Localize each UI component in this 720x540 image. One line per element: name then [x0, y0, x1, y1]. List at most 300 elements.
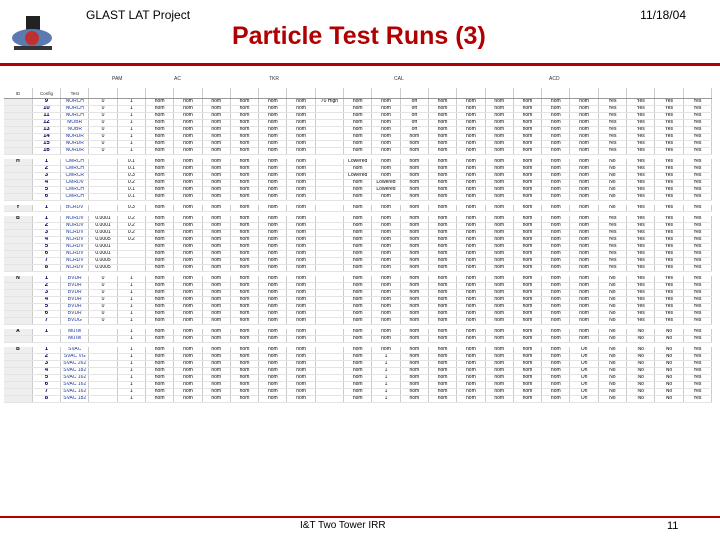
table-cell: nom — [428, 216, 456, 223]
table-cell — [315, 354, 343, 361]
table-cell: nom — [230, 347, 258, 354]
table-cell: nom — [570, 148, 598, 155]
table-cell: nom — [372, 244, 400, 251]
table-cell: nom — [145, 180, 173, 187]
table-cell: nom — [372, 134, 400, 141]
table-cell: Yes — [683, 311, 711, 318]
table-cell: 1 — [117, 311, 145, 318]
table-cell: nom — [428, 194, 456, 201]
table-cell: nom — [259, 244, 287, 251]
table-cell: nom — [230, 223, 258, 230]
group-header-pam: PAM — [112, 76, 123, 82]
table-cell: nom — [230, 329, 258, 336]
table-cell: Yes — [655, 223, 683, 230]
column-header — [570, 88, 598, 99]
table-cell: nom — [457, 141, 485, 148]
table-cell — [315, 361, 343, 368]
table-cell: nom — [230, 99, 258, 106]
table-cell — [89, 354, 117, 361]
table-cell — [315, 290, 343, 297]
table-cell: nom — [542, 347, 570, 354]
table-cell: nom — [287, 237, 315, 244]
table-cell: 0.1 — [117, 166, 145, 173]
table-cell: nom — [428, 99, 456, 106]
run-number: 3 — [32, 290, 60, 297]
table-cell: nom — [400, 194, 428, 201]
table-cell: nom — [259, 336, 287, 343]
table-cell: Yes — [627, 265, 655, 272]
table-cell: nom — [259, 290, 287, 297]
config-name: SVAC 182 — [61, 368, 89, 375]
table-cell: nom — [174, 290, 202, 297]
table-cell: nom — [542, 106, 570, 113]
table-cell: No — [598, 205, 626, 212]
table-cell: nom — [287, 106, 315, 113]
table-cell — [315, 166, 343, 173]
table-cell: Yes — [627, 127, 655, 134]
table-cell: nom — [372, 194, 400, 201]
table-cell: 0.0001 — [89, 251, 117, 258]
table-cell: nom — [428, 223, 456, 230]
table-cell: Yes — [655, 216, 683, 223]
table-cell: nom — [428, 297, 456, 304]
table-cell: nom — [202, 382, 230, 389]
table-cell: nom — [202, 283, 230, 290]
table-cell — [315, 375, 343, 382]
table-cell: nom — [513, 230, 541, 237]
table-cell: nom — [485, 194, 513, 201]
column-header — [485, 88, 513, 99]
config-name: NCRDV — [61, 251, 89, 258]
config-name: MuTel — [61, 336, 89, 343]
table-row — [4, 106, 712, 113]
logo-base — [14, 46, 52, 50]
table-cell: No — [655, 329, 683, 336]
table-cell: nom — [174, 141, 202, 148]
table-cell: nom — [145, 347, 173, 354]
table-cell: Yes — [655, 205, 683, 212]
group-id — [4, 311, 32, 318]
table-cell: nom — [400, 396, 428, 403]
table-cell: nom — [287, 113, 315, 120]
run-number: 2 — [32, 166, 60, 173]
table-cell: nom — [174, 318, 202, 325]
table-cell: No — [655, 361, 683, 368]
table-cell: nom — [372, 304, 400, 311]
table-cell: nom — [287, 329, 315, 336]
table-cell: nom — [145, 396, 173, 403]
column-header — [513, 88, 541, 99]
table-cell: nom — [202, 276, 230, 283]
table-cell: nom — [513, 237, 541, 244]
table-row — [4, 230, 712, 237]
table-cell: nom — [570, 304, 598, 311]
table-cell: nom — [259, 194, 287, 201]
table-cell: nom — [428, 180, 456, 187]
table-cell: nom — [259, 382, 287, 389]
config-name: BVDR — [61, 283, 89, 290]
table-cell: nom — [570, 159, 598, 166]
table-cell: nom — [344, 127, 372, 134]
table-cell: nom — [513, 99, 541, 106]
table-cell: nom — [457, 113, 485, 120]
table-cell: 0.0005 — [89, 237, 117, 244]
config-name: MuTel — [61, 329, 89, 336]
table-cell: 1 — [117, 318, 145, 325]
table-cell: nom — [174, 276, 202, 283]
table-cell: nom — [400, 375, 428, 382]
table-row — [4, 382, 712, 389]
table-cell — [315, 389, 343, 396]
table-cell: nom — [145, 251, 173, 258]
table-cell: nom — [485, 347, 513, 354]
table-cell: Yes — [598, 120, 626, 127]
table-cell: nom — [230, 216, 258, 223]
table-cell: Yes — [655, 166, 683, 173]
table-cell: nom — [230, 389, 258, 396]
table-cell: nom — [485, 283, 513, 290]
table-cell: nom — [145, 99, 173, 106]
table-cell: No — [598, 382, 626, 389]
table-cell: nom — [174, 113, 202, 120]
table-cell: Yes — [683, 106, 711, 113]
table-cell: nom — [202, 361, 230, 368]
table-cell — [89, 396, 117, 403]
table-cell: nom — [542, 134, 570, 141]
table-cell: nom — [542, 173, 570, 180]
table-cell: 1 — [117, 276, 145, 283]
table-cell: nom — [145, 283, 173, 290]
table-cell: nom — [485, 244, 513, 251]
table-cell: 70 High — [315, 99, 343, 106]
table-cell: 0 — [89, 297, 117, 304]
config-name: NCRDV — [61, 265, 89, 272]
table-cell: nom — [202, 148, 230, 155]
table-cell: nom — [230, 265, 258, 272]
table-cell: No — [598, 329, 626, 336]
table-cell: nom — [485, 148, 513, 155]
table-cell: nom — [400, 244, 428, 251]
table-cell: nom — [428, 237, 456, 244]
table-cell: 0.1 — [117, 159, 145, 166]
table-cell: nom — [174, 237, 202, 244]
config-name: SVAC 162 — [61, 389, 89, 396]
group-id — [4, 361, 32, 368]
run-number: 7 — [32, 389, 60, 396]
table-cell: nom — [259, 354, 287, 361]
table-cell: nom — [513, 113, 541, 120]
table-cell: 1 — [117, 375, 145, 382]
table-cell: nom — [174, 180, 202, 187]
table-cell: nom — [230, 113, 258, 120]
table-cell: Yes — [683, 230, 711, 237]
table-cell: nom — [174, 205, 202, 212]
table-cell: 0.0001 — [89, 230, 117, 237]
table-cell: nom — [259, 389, 287, 396]
table-cell: No — [598, 375, 626, 382]
table-cell: nom — [570, 244, 598, 251]
table-cell: nom — [145, 329, 173, 336]
table-cell: 1 — [117, 329, 145, 336]
table-cell: Yes — [655, 99, 683, 106]
table-cell: nom — [485, 311, 513, 318]
page-title: Particle Test Runs (3) — [232, 22, 486, 50]
table-cell: nom — [428, 148, 456, 155]
group-header-acd: ACD — [549, 76, 560, 82]
table-cell: nom — [485, 396, 513, 403]
table-cell: nom — [202, 223, 230, 230]
run-number: 6 — [32, 194, 60, 201]
table-cell: Yes — [655, 311, 683, 318]
table-cell: Yes — [627, 251, 655, 258]
table-cell: nom — [174, 354, 202, 361]
table-cell: 1 — [117, 382, 145, 389]
table-cell: nom — [344, 134, 372, 141]
run-number: 16 — [32, 148, 60, 155]
run-number: 1 — [32, 205, 60, 212]
table-cell: nom — [513, 354, 541, 361]
table-cell: Yes — [683, 251, 711, 258]
table-cell: nom — [145, 120, 173, 127]
table-cell: nom — [202, 347, 230, 354]
table-cell: 1 — [117, 141, 145, 148]
table-cell — [89, 382, 117, 389]
table-cell: Yes — [598, 127, 626, 134]
table-cell: nom — [570, 276, 598, 283]
table-cell: nom — [428, 347, 456, 354]
table-cell: nom — [174, 265, 202, 272]
table-cell — [89, 166, 117, 173]
table-cell: nom — [372, 283, 400, 290]
table-cell: No — [598, 347, 626, 354]
table-cell — [315, 368, 343, 375]
table-cell: Yes — [683, 99, 711, 106]
table-cell: nom — [344, 106, 372, 113]
table-cell: nom — [174, 223, 202, 230]
table-cell: Yes — [598, 244, 626, 251]
table-cell: 1 — [117, 290, 145, 297]
table-cell: nom — [259, 141, 287, 148]
table-cell: nom — [259, 375, 287, 382]
table-cell: nom — [457, 361, 485, 368]
table-cell: nom — [259, 265, 287, 272]
table-cell: 1 — [117, 148, 145, 155]
table-cell: nom — [372, 290, 400, 297]
table-row — [4, 237, 712, 244]
table-cell: nom — [145, 258, 173, 265]
table-cell: nom — [287, 173, 315, 180]
table-cell: Yes — [655, 304, 683, 311]
table-cell: nom — [202, 304, 230, 311]
table-cell: nom — [513, 265, 541, 272]
table-cell: nom — [400, 230, 428, 237]
table-cell — [315, 297, 343, 304]
group-id — [4, 354, 32, 361]
table-cell: nom — [344, 336, 372, 343]
table-row — [4, 361, 712, 368]
table-cell: nom — [202, 375, 230, 382]
config-name: NORDV — [61, 216, 89, 223]
table-cell: Yes — [655, 148, 683, 155]
table-cell: nom — [145, 244, 173, 251]
group-id — [4, 134, 32, 141]
table-cell: Yes — [683, 389, 711, 396]
table-cell: Yes — [627, 159, 655, 166]
table-cell: nom — [344, 187, 372, 194]
table-cell: nom — [202, 120, 230, 127]
config-name: NCRDV — [61, 230, 89, 237]
table-cell: nom — [428, 290, 456, 297]
table-cell: nom — [174, 251, 202, 258]
table-cell: nom — [174, 106, 202, 113]
table-cell: nom — [400, 173, 428, 180]
table-cell: nom — [287, 244, 315, 251]
group-id — [4, 166, 32, 173]
table-cell: nom — [145, 134, 173, 141]
table-cell: nom — [400, 382, 428, 389]
run-number: 7 — [32, 318, 60, 325]
config-name: NORDR — [61, 148, 89, 155]
table-cell: nom — [230, 318, 258, 325]
table-cell: nom — [570, 230, 598, 237]
table-row — [4, 141, 712, 148]
table-cell: nom — [230, 258, 258, 265]
table-cell: nom — [174, 120, 202, 127]
run-number: 13 — [32, 127, 60, 134]
table-row — [4, 396, 712, 403]
table-cell: 1 — [117, 368, 145, 375]
table-cell — [315, 194, 343, 201]
table-cell: nom — [287, 283, 315, 290]
table-cell: 1 — [372, 368, 400, 375]
table-cell: nom — [174, 194, 202, 201]
table-cell: nom — [542, 244, 570, 251]
table-cell — [315, 396, 343, 403]
table-cell: 0.2 — [117, 216, 145, 223]
table-cell: No — [598, 389, 626, 396]
table-cell: No — [598, 159, 626, 166]
group-id — [4, 318, 32, 325]
table-cell: nom — [428, 375, 456, 382]
table-cell: Yes — [683, 396, 711, 403]
table-cell: Yes — [683, 113, 711, 120]
run-number: 4 — [32, 368, 60, 375]
table-cell: nom — [230, 304, 258, 311]
table-cell: nom — [485, 166, 513, 173]
table-cell: nom — [457, 329, 485, 336]
table-cell: nom — [485, 205, 513, 212]
run-number: 5 — [32, 187, 60, 194]
table-cell: nom — [202, 141, 230, 148]
group-id: Y — [4, 205, 32, 212]
table-row — [4, 244, 712, 251]
table-cell: nom — [230, 205, 258, 212]
table-cell: nom — [457, 237, 485, 244]
table-row — [4, 113, 712, 120]
table-cell: nom — [287, 251, 315, 258]
table-cell: nom — [542, 141, 570, 148]
run-number: 5 — [32, 244, 60, 251]
table-cell: No — [598, 311, 626, 318]
table-cell: 1 — [117, 361, 145, 368]
table-cell: 0 — [89, 120, 117, 127]
table-cell: nom — [372, 127, 400, 134]
table-cell: nom — [174, 230, 202, 237]
table-cell: 0.0001 — [89, 244, 117, 251]
table-cell: nom — [230, 375, 258, 382]
table-cell: No — [627, 354, 655, 361]
table-cell: nom — [457, 347, 485, 354]
table-cell: nom — [145, 304, 173, 311]
table-cell: nom — [145, 166, 173, 173]
table-cell: nom — [400, 148, 428, 155]
table-cell: nom — [230, 127, 258, 134]
table-cell: nom — [485, 354, 513, 361]
table-cell: nom — [570, 265, 598, 272]
table-cell: nom — [457, 194, 485, 201]
column-header — [372, 88, 400, 99]
table-cell: nom — [259, 187, 287, 194]
table-cell: nom — [570, 223, 598, 230]
table-cell: Yes — [655, 173, 683, 180]
table-cell: nom — [485, 216, 513, 223]
table-cell: nom — [174, 187, 202, 194]
table-row — [4, 389, 712, 396]
table-cell: nom — [287, 230, 315, 237]
table-cell: nom — [287, 223, 315, 230]
table-cell: nom — [457, 276, 485, 283]
run-number: 6 — [32, 311, 60, 318]
table-cell: Yes — [683, 173, 711, 180]
title-rule — [0, 63, 720, 66]
table-cell: nom — [372, 216, 400, 223]
group-id — [4, 127, 32, 134]
table-cell: On — [570, 354, 598, 361]
table-cell: nom — [174, 297, 202, 304]
table-cell: nom — [570, 194, 598, 201]
table-cell — [315, 223, 343, 230]
table-cell: Yes — [655, 106, 683, 113]
table-cell: 0.2 — [117, 180, 145, 187]
table-cell: 1 — [372, 382, 400, 389]
table-cell: nom — [400, 354, 428, 361]
table-cell: nom — [485, 141, 513, 148]
table-cell: nom — [513, 148, 541, 155]
table-cell: nom — [287, 276, 315, 283]
table-cell: 1 — [117, 304, 145, 311]
table-cell: Yes — [655, 113, 683, 120]
group-id — [4, 99, 32, 106]
table-cell — [315, 318, 343, 325]
table-cell: nom — [287, 187, 315, 194]
table-cell: nom — [513, 258, 541, 265]
table-cell: nom — [145, 318, 173, 325]
run-number: 2 — [32, 283, 60, 290]
table-cell: nom — [287, 127, 315, 134]
table-cell: nom — [145, 311, 173, 318]
table-cell — [89, 187, 117, 194]
table-cell: nom — [259, 223, 287, 230]
table-cell: nom — [457, 180, 485, 187]
table-cell: nom — [259, 173, 287, 180]
table-cell: Yes — [627, 134, 655, 141]
table-cell: nom — [570, 99, 598, 106]
table-cell: nom — [145, 265, 173, 272]
table-cell: nom — [428, 230, 456, 237]
column-header — [117, 88, 145, 99]
table-cell: 0 — [89, 276, 117, 283]
table-cell: No — [655, 354, 683, 361]
